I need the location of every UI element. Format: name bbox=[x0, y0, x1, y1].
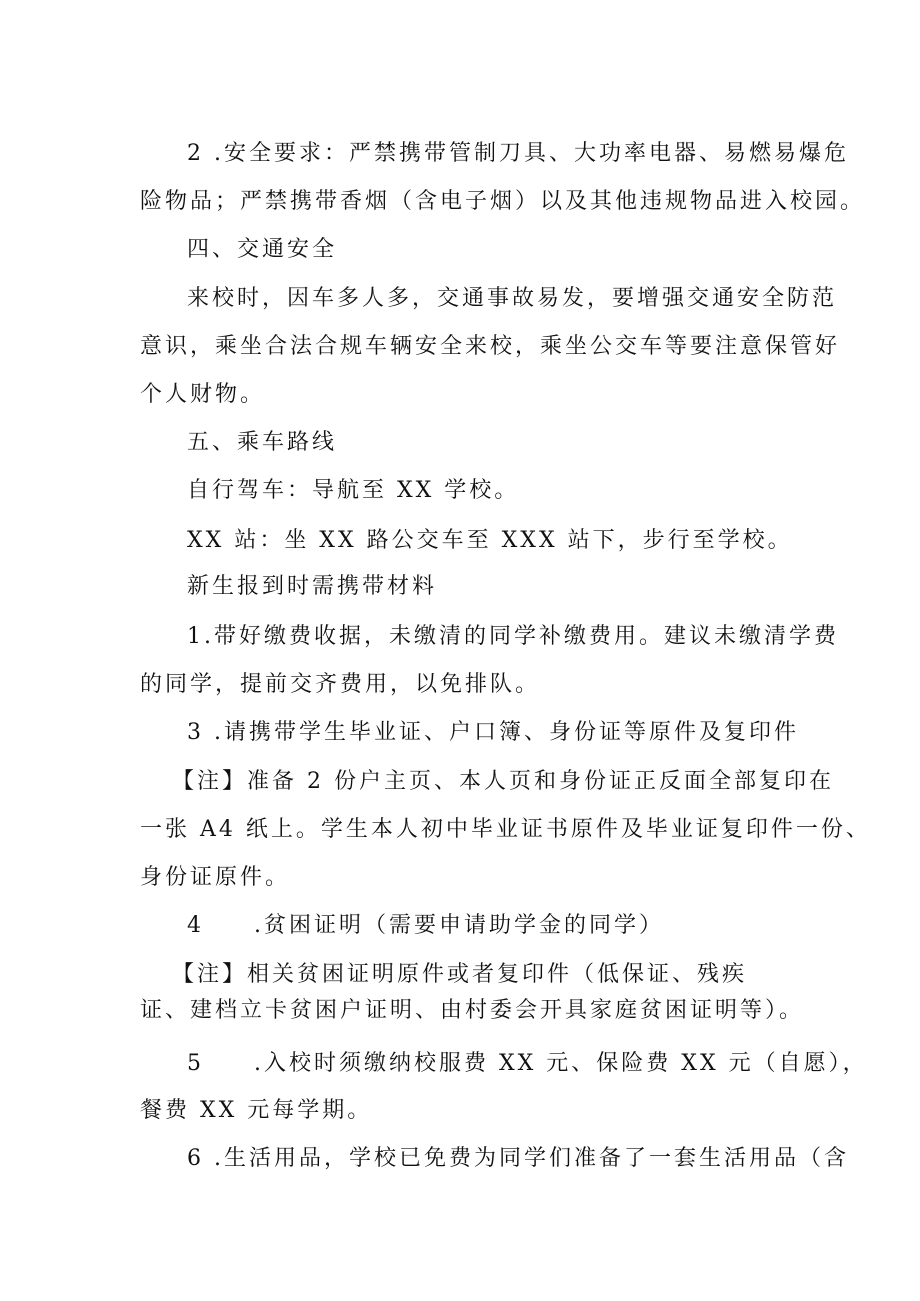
traffic-paragraph-line-1: 来校时，因车多人多，交通事故易发，要增强交通安全防范 bbox=[187, 286, 838, 311]
traffic-paragraph-line-3: 个人财物。 bbox=[140, 382, 266, 407]
materials-note-1-line-2: 一张 A4 纸上。学生本人初中毕业证书原件及毕业证复印件一份、 bbox=[140, 817, 871, 842]
materials-note-1-line-1: 【注】准备 2 份户主页、本人页和身份证正反面全部复印在 bbox=[172, 769, 834, 794]
materials-note-2-line-1: 【注】相关贫困证明原件或者复印件（低保证、残疾 bbox=[172, 962, 748, 987]
materials-item-1-line-2: 的同学，提前交齐费用，以免排队。 bbox=[140, 672, 541, 697]
materials-item-5-line-2: 餐费 XX 元每学期。 bbox=[140, 1098, 373, 1123]
safety-requirement-line-2: 险物品；严禁携带香烟（含电子烟）以及其他违规物品进入校园。 bbox=[140, 189, 866, 214]
section-heading-bus-route: 五、乘车路线 bbox=[187, 430, 338, 455]
route-bus-station: XX 站：坐 XX 路公交车至 XXX 站下，步行至学校。 bbox=[187, 528, 793, 553]
materials-item-3: 3 .请携带学生毕业证、户口簿、身份证等原件及复印件 bbox=[187, 720, 799, 745]
section-heading-traffic-safety: 四、交通安全 bbox=[187, 237, 338, 262]
materials-heading: 新生报到时需携带材料 bbox=[187, 574, 438, 599]
materials-item-6-line-1: 6 .生活用品，学校已免费为同学们准备了一套生活用品（含 bbox=[187, 1146, 849, 1171]
materials-item-4: 4 .贫困证明（需要申请助学金的同学） bbox=[187, 913, 664, 938]
materials-item-5-line-1: 5 .入校时须缴纳校服费 XX 元、保险费 XX 元（自愿）， bbox=[187, 1051, 868, 1076]
materials-item-1-line-1: 1.带好缴费收据，未缴清的同学补缴费用。建议未缴清学费 bbox=[187, 624, 839, 649]
materials-note-1-line-3: 身份证原件。 bbox=[140, 865, 291, 890]
route-self-drive: 自行驾车：导航至 XX 学校。 bbox=[187, 478, 520, 503]
materials-note-2-line-2: 证、建档立卡贫困户证明、由村委会开具家庭贫困证明等）。 bbox=[140, 998, 805, 1023]
traffic-paragraph-line-2: 意识，乘坐合法合规车辆安全来校，乘坐公交车等要注意保管好 bbox=[140, 334, 841, 359]
safety-requirement-line-1: 2 .安全要求：严禁携带管制刀具、大功率电器、易燃易爆危 bbox=[187, 141, 849, 166]
